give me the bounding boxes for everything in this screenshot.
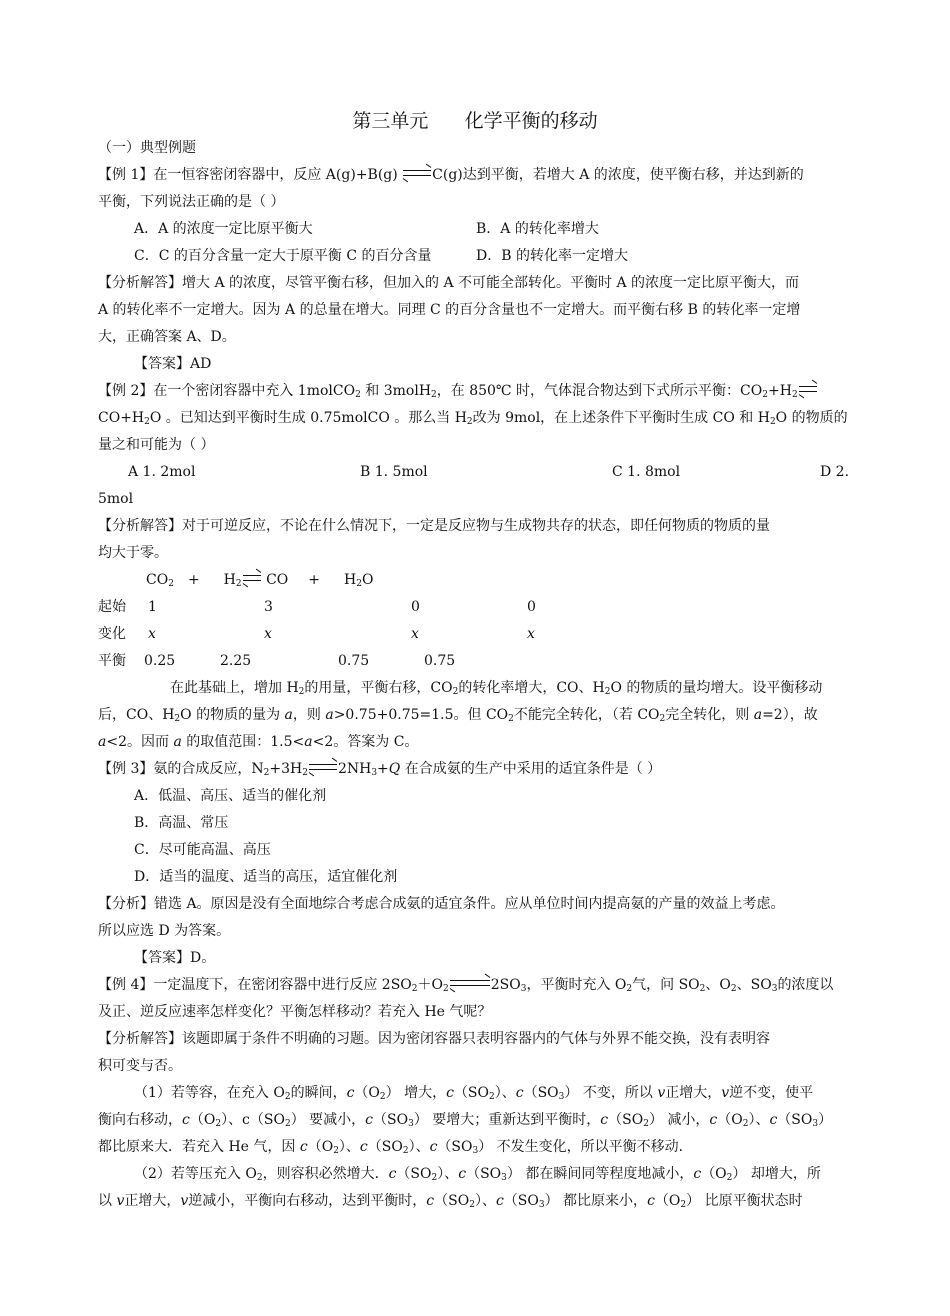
equation-row: $CO_2 + H_2$ CO + $H_2O$	[146, 570, 373, 590]
example-1-line-1: 【例 1】在一恒容密闭容器中，反应 A(g)+B(g) C(g)达到平衡，若增大 A 的浓度，使平衡右移，并达到新的	[98, 165, 804, 185]
page-title: 第三单元 化学平衡的移动	[352, 110, 598, 132]
example-2-line-2: $CO+H_2O$ 。已知达到平衡时生成 0.75molCO 。那么当 $H_2$改为 9mol，在上述条件下平衡时生成 CO 和 $H_2O$ 的物质的	[98, 410, 848, 427]
example-1-option-c: C．C 的百分含量一定大于原平衡 C 的百分含量	[134, 248, 432, 264]
example-4-case-2-line-2: 以 v正增大，v逆减小，平衡向右移动，达到平衡时，$c(SO_2)$、$c(SO_3)$ 都比原来小，$c(O_2)$ 比原平衡状态时	[98, 1193, 803, 1210]
section-heading: （一）典型例题	[98, 140, 196, 156]
example-1-option-a: A．A 的浓度一定比原平衡大	[134, 221, 313, 237]
start-value: 3	[264, 599, 273, 615]
example-1-answer: 【答案】AD	[134, 356, 212, 372]
example-3-analysis-2: 所以应选 D 为答案。	[98, 923, 231, 939]
example-2-option-a: A 1. 2mol	[128, 464, 196, 480]
equilibrium-arrow-icon	[450, 979, 490, 988]
change-value: x	[264, 626, 272, 642]
example-1-option-b: B．A 的转化率增大	[476, 221, 599, 237]
example-4-line-2: 及正、逆反应速率怎样变化？平衡怎样移动？若充入 He 气呢？	[98, 1004, 492, 1020]
example-2-paragraph-1: 在此基础上，增加 $H_2$的用量，平衡右移，$CO_2$的转化率增大，CO、$H_2O$ 的物质的量均增大。设平衡移动	[170, 680, 823, 697]
equilibrium-value: 0.75	[424, 653, 456, 669]
example-4-case-1-line-3: 都比原来大．若充入 He 气，因 $c(O_2)$、$c(SO_2)$、$c(SO_3)$ 不发生变化，所以平衡不移动．	[98, 1139, 693, 1156]
example-2-paragraph-3: a<2。因而 a 的取值范围：1.5<a<2。答案为 C。	[98, 734, 419, 750]
example-2-option-c: C 1. 8mol	[612, 464, 681, 480]
example-2-analysis-2: 均大于零。	[98, 545, 168, 561]
row-label-change: 变化	[98, 626, 126, 642]
example-2-option-b: B 1. 5mol	[360, 464, 428, 480]
change-value: x	[527, 626, 535, 642]
example-1-analysis-1: 【分析解答】增大 A 的浓度，尽管平衡右移，但加入的 A 不可能全部转化。平衡时 A 的浓度一定比原平衡大，而	[98, 275, 800, 291]
start-value: 1	[148, 599, 157, 615]
example-2-line-3: 量之和可能为（ ）	[98, 437, 215, 453]
example-4-case-1-line-2: 衡向右移动，$c(O_2)$、$c(SO_2)$ 要减小，$c(SO_3)$ 要增大；重新达到平衡时，$c(SO_2)$ 减小，$c(O_2)$、$c(SO_3)$	[98, 1112, 833, 1129]
example-4-case-1-line-1: （1）若等容，在充入 $O_2$的瞬间，$c(O_2)$ 增大，$c(SO_2)$、$c(SO_3)$ 不变，所以 v正增大，v逆不变，使平	[134, 1085, 814, 1102]
example-4-analysis-2: 积可变与否。	[98, 1058, 182, 1074]
example-3-option-c: C．尽可能高温、高压	[134, 842, 271, 858]
change-value: x	[411, 626, 419, 642]
example-2-paragraph-2: 后，CO、$H_2O$ 的物质的量为 a，则 a>0.75+0.75=1.5。但 $CO_2$不能完全转化，（若 $CO_2$完全转化，则 a=2），故	[98, 707, 818, 724]
start-value: 0	[411, 599, 420, 615]
equilibrium-arrow-icon	[403, 169, 431, 178]
equilibrium-arrow-icon	[799, 385, 817, 394]
example-4-case-2-line-1: （2）若等压充入 $O_2$，则容积必然增大．$c(SO_2)$、$c(SO_3)$ 都在瞬间同等程度地减小，$c(O_2)$ 却增大，所	[134, 1166, 821, 1183]
example-2-option-d-cont: 5mol	[98, 491, 134, 507]
example-4-line-1: 【例 4】一定温度下，在密闭容器中进行反应 $2SO_2+O_2$ $2SO_3$，平衡时充入 $O_2$气，问 $SO_2$、$O_2$、$SO_3$的浓度以	[98, 975, 833, 995]
row-label-start: 起始	[98, 599, 126, 615]
example-3-option-a: A．低温、高压、适当的催化剂	[134, 788, 327, 804]
example-4-analysis-1: 【分析解答】该题即属于条件不明确的习题。因为密闭容器只表明容器内的气体与外界不能交换，没有表明容	[98, 1031, 770, 1047]
example-3-analysis-1: 【分析】错选 A。原因是没有全面地综合考虑合成氨的适宜条件。应从单位时间内提高氨的产量的效益上考虑。	[98, 896, 785, 912]
example-2-option-d: D 2.	[820, 464, 850, 480]
row-label-equilibrium: 平衡	[98, 653, 126, 669]
example-1-line-2: 平衡，下列说法正确的是（ ）	[98, 194, 285, 210]
example-3-answer: 【答案】D。	[134, 950, 216, 966]
change-value: x	[148, 626, 156, 642]
equilibrium-arrow-icon	[243, 574, 261, 583]
example-2-analysis-1: 【分析解答】对于可逆反应，不论在什么情况下，一定是反应物与生成物共存的状态，即任何物质的物质的量	[98, 518, 770, 534]
equilibrium-arrow-icon	[309, 763, 337, 772]
example-1-analysis-2: A 的转化率不一定增大。因为 A 的总量在增大。同理 C 的百分含量也不一定增大。而平衡右移 B 的转化率一定增	[98, 302, 801, 318]
equilibrium-value: 0.75	[338, 653, 370, 669]
equilibrium-value: 0.25	[144, 653, 176, 669]
start-value: 0	[527, 599, 536, 615]
equilibrium-value: 2.25	[220, 653, 252, 669]
example-1-option-d: D．B 的转化率一定增大	[476, 248, 628, 264]
example-3-option-b: B．高温、常压	[134, 815, 229, 831]
example-3-option-d: D．适当的温度、适当的高压，适宜催化剂	[134, 869, 398, 885]
example-3-line-1: 【例 3】氨的合成反应，$N_2+3H_2$ $2NH_3+Q$ 在合成氨的生产中采用的适宜条件是（ ）	[98, 759, 661, 779]
example-2-line-1: 【例 2】在一个密闭容器中充入 1molCO$_2$ 和 3molH$_2$，在 850℃ 时，气体混合物达到下式所示平衡：$CO_2+H_2$	[98, 381, 818, 401]
example-1-analysis-3: 大，正确答案 A、D。	[98, 329, 236, 345]
